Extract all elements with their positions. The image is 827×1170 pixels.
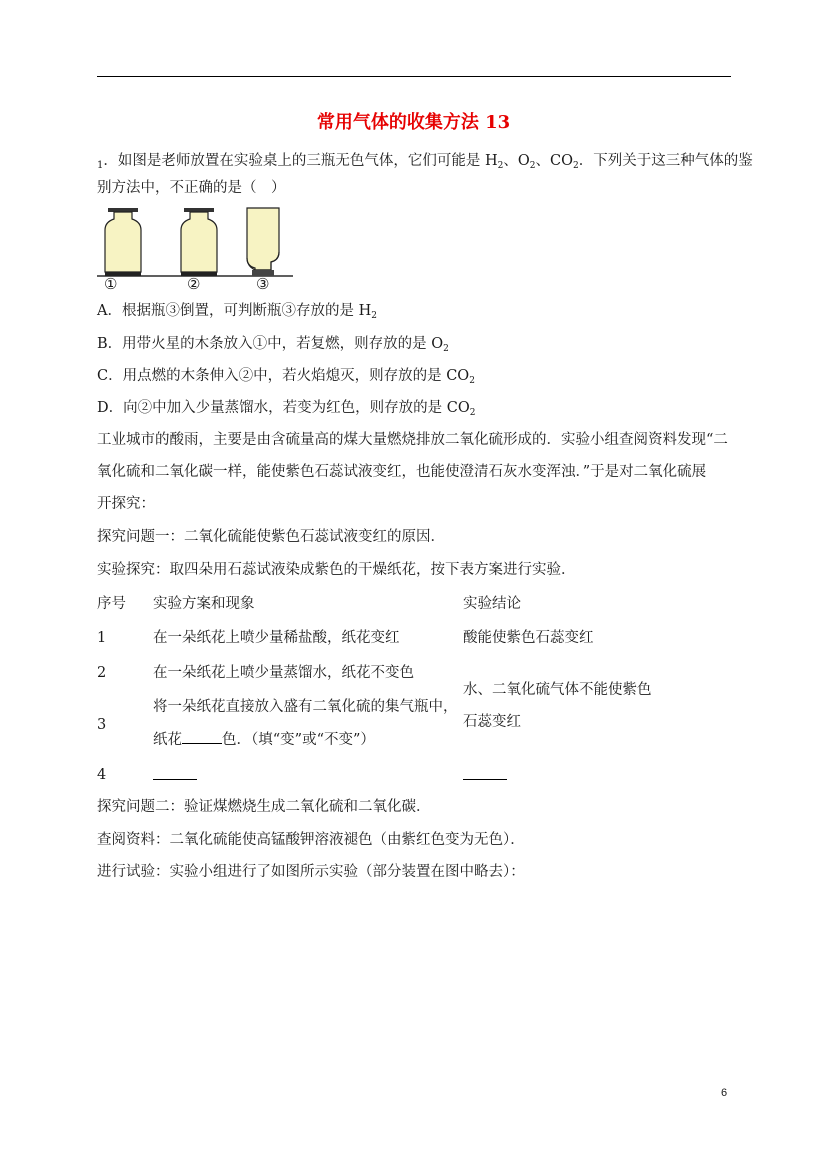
passage-line-1: 工业城市的酸雨，主要是由含硫量高的煤大量燃烧排放二氧化硫形成的．实验小组查阅资料发现“二 (97, 432, 728, 448)
bottle-label-2: ② (187, 275, 201, 293)
table-row-2-plan: 在一朵纸花上喷少量蒸馏水，纸花不变色 (153, 665, 414, 681)
fill-blank-row4-plan[interactable] (153, 765, 197, 780)
table-row-1-no: 1 (97, 630, 107, 646)
table-row-3-plan-line1: 将一朵纸花直接放入盛有二氧化硫的集气瓶中， (153, 699, 458, 715)
table-row-4-no: 4 (97, 767, 107, 783)
table-merged-conclusion-line2: 石蕊变红 (463, 714, 521, 730)
fill-blank-row4-conclusion[interactable] (463, 765, 507, 780)
passage-line-3: 开探究： (97, 496, 155, 512)
table-header-no: 序号 (97, 596, 126, 612)
bottle-label-3: ③ (256, 275, 270, 293)
question-1-stem-line2: 别方法中，不正确的是（ ） (97, 180, 286, 196)
table-row-1-plan: 在一朵纸花上喷少量稀盐酸，纸花变红 (153, 630, 400, 646)
table-header-plan: 实验方案和现象 (153, 596, 255, 612)
option-d: D．向②中加入少量蒸馏水，若变为红色，则存放的是 $CO_2$ (97, 400, 476, 418)
bottle-label-1: ① (104, 275, 118, 293)
reference-info: 查阅资料：二氧化硫能使高锰酸钾溶液褪色（由紫红色变为无色）． (97, 832, 525, 848)
problem-2: 探究问题二：验证煤燃烧生成二氧化硫和二氧化碳． (97, 799, 431, 815)
header-rule (97, 76, 731, 77)
test-description: 进行试验：实验小组进行了如图所示实验（部分装置在图中略去）： (97, 864, 525, 880)
problem-1: 探究问题一：二氧化硫能使紫色石蕊试液变红的原因． (97, 529, 445, 545)
table-row-3-no: 3 (97, 717, 107, 733)
table-header-conclusion: 实验结论 (463, 596, 521, 612)
bottle-2-icon (181, 208, 217, 276)
question-number: 1 (97, 160, 104, 171)
passage-line-2: 氧化硫和二氧化碳一样，能使紫色石蕊试液变红，也能使澄清石灰水变浑浊．”于是对二氧化硫展 (97, 464, 707, 480)
experiment-1: 实验探究：取四朵用石蕊试液染成紫色的干燥纸花，按下表方案进行实验． (97, 562, 576, 578)
page-number: 6 (721, 1087, 728, 1099)
table-row-1-conclusion: 酸能使紫色石蕊变红 (463, 630, 594, 646)
option-a: A．根据瓶③倒置，可判断瓶③存放的是 $H_2$ (97, 303, 377, 321)
option-b: B．用带火星的木条放入①中，若复燃，则存放的是 $O_2$ (97, 336, 449, 354)
bottle-3-inverted-icon (247, 208, 279, 276)
option-c: C．用点燃的木条伸入②中，若火焰熄灭，则存放的是 $CO_2$ (97, 368, 475, 386)
bottle-1-icon (105, 208, 141, 276)
table-merged-conclusion-line1: 水、二氧化硫气体不能使紫色 (463, 682, 652, 698)
table-row-2-no: 2 (97, 665, 107, 681)
fill-blank-color[interactable] (182, 729, 222, 744)
question-1-stem-line1: $_1$．如图是老师放置在实验桌上的三瓶无色气体，它们可能是 $H_2$、$O_2$、$CO_2$．下列关于这三种气体的鉴 (97, 153, 753, 171)
table-row-3-plan-line2: 纸花 色．（填“变”或“不变”） (153, 729, 375, 750)
page-title: 常用气体的收集方法 13 (316, 112, 511, 133)
